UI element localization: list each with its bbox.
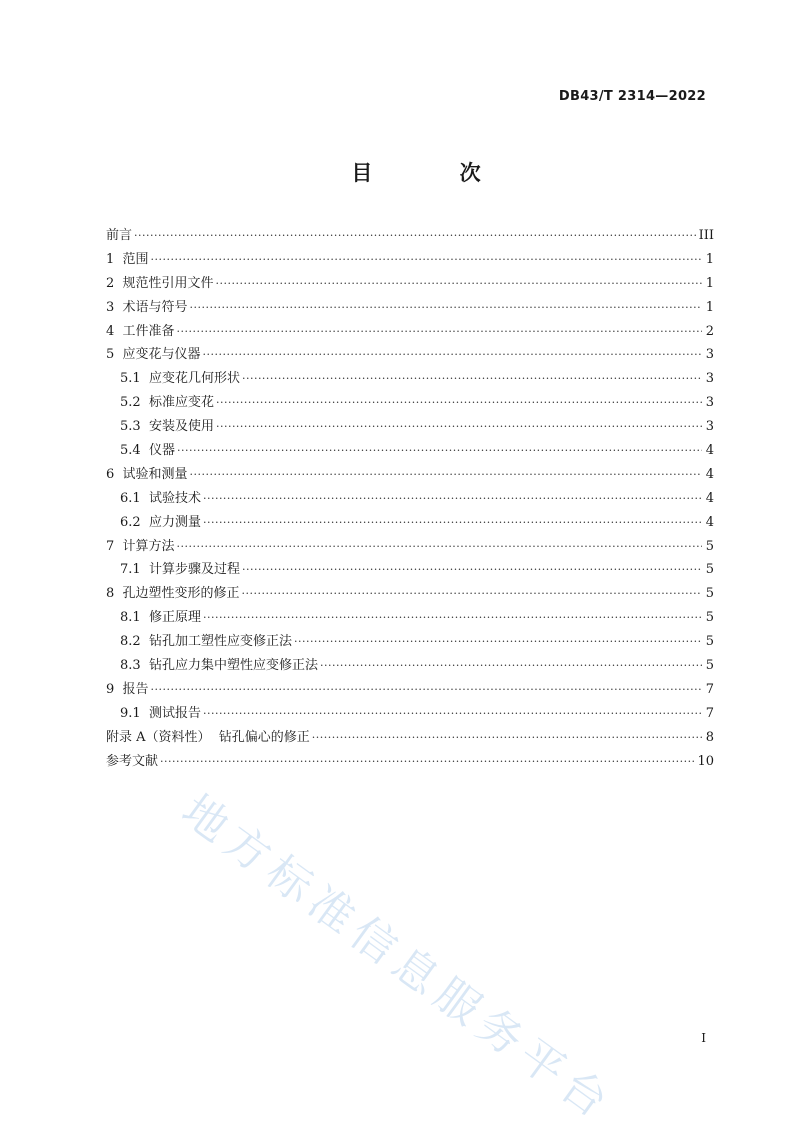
- toc-leader-dots: [294, 630, 702, 654]
- toc-leader-dots: [216, 391, 702, 415]
- toc-entry-page: 3: [705, 419, 714, 435]
- page-number: I: [701, 1031, 706, 1045]
- toc-leader-dots: [190, 463, 702, 487]
- toc-leader-dots: [242, 558, 702, 582]
- toc-entry-label: 2 规范性引用文件: [106, 275, 214, 291]
- toc-entry-label: 8.2 钻孔加工塑性应变修正法: [120, 634, 292, 650]
- toc-entry[interactable]: [106, 367, 714, 391]
- toc-entry-page: 2: [705, 323, 714, 339]
- toc-entry-label: 参考文献: [106, 753, 159, 769]
- toc-leader-dots: [203, 487, 702, 511]
- toc-entry-label: 5 应变花与仪器: [106, 347, 201, 363]
- toc-entry-label: 6.1 试验技术: [120, 490, 201, 506]
- toc-entry[interactable]: [106, 415, 714, 439]
- toc-leader-dots: [190, 296, 702, 320]
- toc-entry-page: 5: [705, 538, 714, 554]
- toc-leader-dots: [203, 702, 702, 726]
- toc-entry[interactable]: [106, 224, 714, 248]
- toc-entry-page: 8: [705, 729, 714, 745]
- page-title: 目 次: [351, 161, 521, 185]
- toc-leader-dots: [134, 224, 697, 248]
- toc-entry[interactable]: [106, 511, 714, 535]
- toc-leader-dots: [242, 582, 702, 606]
- toc-leader-dots: [242, 367, 702, 391]
- toc-leader-dots: [151, 678, 702, 702]
- toc-entry-page: 7: [705, 681, 714, 697]
- toc-entry[interactable]: [106, 391, 714, 415]
- toc-entry-page: 7: [705, 705, 714, 721]
- toc-entry[interactable]: [106, 654, 714, 678]
- table-of-contents: [106, 224, 714, 773]
- toc-entry-label: 5.2 标准应变花: [120, 395, 214, 411]
- toc-leader-dots: [160, 750, 695, 774]
- toc-entry-page: 1: [705, 299, 714, 315]
- toc-leader-dots: [312, 726, 702, 750]
- toc-entry-page: 3: [705, 371, 714, 387]
- toc-entry-page: 10: [697, 753, 714, 769]
- toc-entry-label: 3 术语与符号: [106, 299, 188, 315]
- toc-entry-page: 4: [705, 490, 714, 506]
- toc-entry-page: 3: [705, 395, 714, 411]
- toc-entry-page: 1: [705, 251, 714, 267]
- toc-entry[interactable]: [106, 296, 714, 320]
- toc-entry-label: 7 计算方法: [106, 538, 175, 554]
- toc-leader-dots: [203, 606, 702, 630]
- toc-entry-label: 5.4 仪器: [120, 443, 175, 459]
- toc-entry-page: 4: [705, 514, 714, 530]
- toc-entry-label: 9.1 测试报告: [120, 705, 201, 721]
- toc-leader-dots: [177, 439, 702, 463]
- toc-entry-label: 6 试验和测量: [106, 466, 188, 482]
- document-code: DB43/T 2314—2022: [558, 89, 706, 104]
- toc-entry-label: 前言: [106, 228, 133, 243]
- toc-leader-dots: [216, 272, 702, 296]
- toc-entry-label: 8.3 钻孔应力集中塑性应变修正法: [120, 658, 318, 674]
- toc-entry-page: 4: [705, 443, 714, 459]
- toc-entry[interactable]: [106, 248, 714, 272]
- toc-entry[interactable]: [106, 726, 714, 750]
- toc-entry-label: 6.2 应力测量: [120, 514, 201, 530]
- toc-entry-label: 1 范围: [106, 251, 149, 267]
- toc-entry[interactable]: [106, 439, 714, 463]
- toc-entry-page: 5: [705, 634, 714, 650]
- toc-entry-label: 附录 A（资料性） 钻孔偏心的修正: [106, 729, 310, 745]
- toc-entry[interactable]: [106, 272, 714, 296]
- toc-leader-dots: [216, 415, 702, 439]
- toc-entry-page: 5: [705, 562, 714, 578]
- toc-entry-label: 9 报告: [106, 681, 149, 697]
- toc-entry-label: 4 工件准备: [106, 323, 175, 339]
- toc-entry-page: 5: [705, 610, 714, 626]
- toc-entry-label: 8.1 修正原理: [120, 610, 201, 626]
- toc-entry-page: 5: [705, 658, 714, 674]
- toc-entry-label: 7.1 计算步骤及过程: [120, 562, 240, 578]
- toc-leader-dots: [203, 511, 702, 535]
- toc-entry[interactable]: [106, 320, 714, 344]
- toc-entry[interactable]: [106, 343, 714, 367]
- toc-entry[interactable]: [106, 606, 714, 630]
- toc-entry[interactable]: [106, 487, 714, 511]
- toc-entry-page: 5: [705, 586, 714, 602]
- toc-entry[interactable]: [106, 582, 714, 606]
- toc-entry[interactable]: [106, 678, 714, 702]
- toc-entry[interactable]: [106, 535, 714, 559]
- toc-entry[interactable]: [106, 750, 714, 774]
- toc-entry[interactable]: [106, 630, 714, 654]
- toc-entry[interactable]: [106, 463, 714, 487]
- toc-leader-dots: [177, 535, 702, 559]
- toc-entry[interactable]: [106, 702, 714, 726]
- toc-entry-page: III: [698, 228, 714, 243]
- toc-leader-dots: [203, 343, 702, 367]
- toc-entry-label: 5.3 安装及使用: [120, 419, 214, 435]
- toc-leader-dots: [151, 248, 702, 272]
- toc-leader-dots: [320, 654, 702, 678]
- toc-entry-page: 3: [705, 347, 714, 363]
- toc-entry-page: 4: [705, 466, 714, 482]
- toc-entry-page: 1: [705, 275, 714, 291]
- toc-entry-label: 8 孔边塑性变形的修正: [106, 586, 240, 602]
- toc-entry-label: 5.1 应变花几何形状: [120, 371, 240, 387]
- toc-entry[interactable]: [106, 558, 714, 582]
- toc-leader-dots: [177, 320, 702, 344]
- watermark: 地方标准信息服务平台: [172, 785, 624, 1132]
